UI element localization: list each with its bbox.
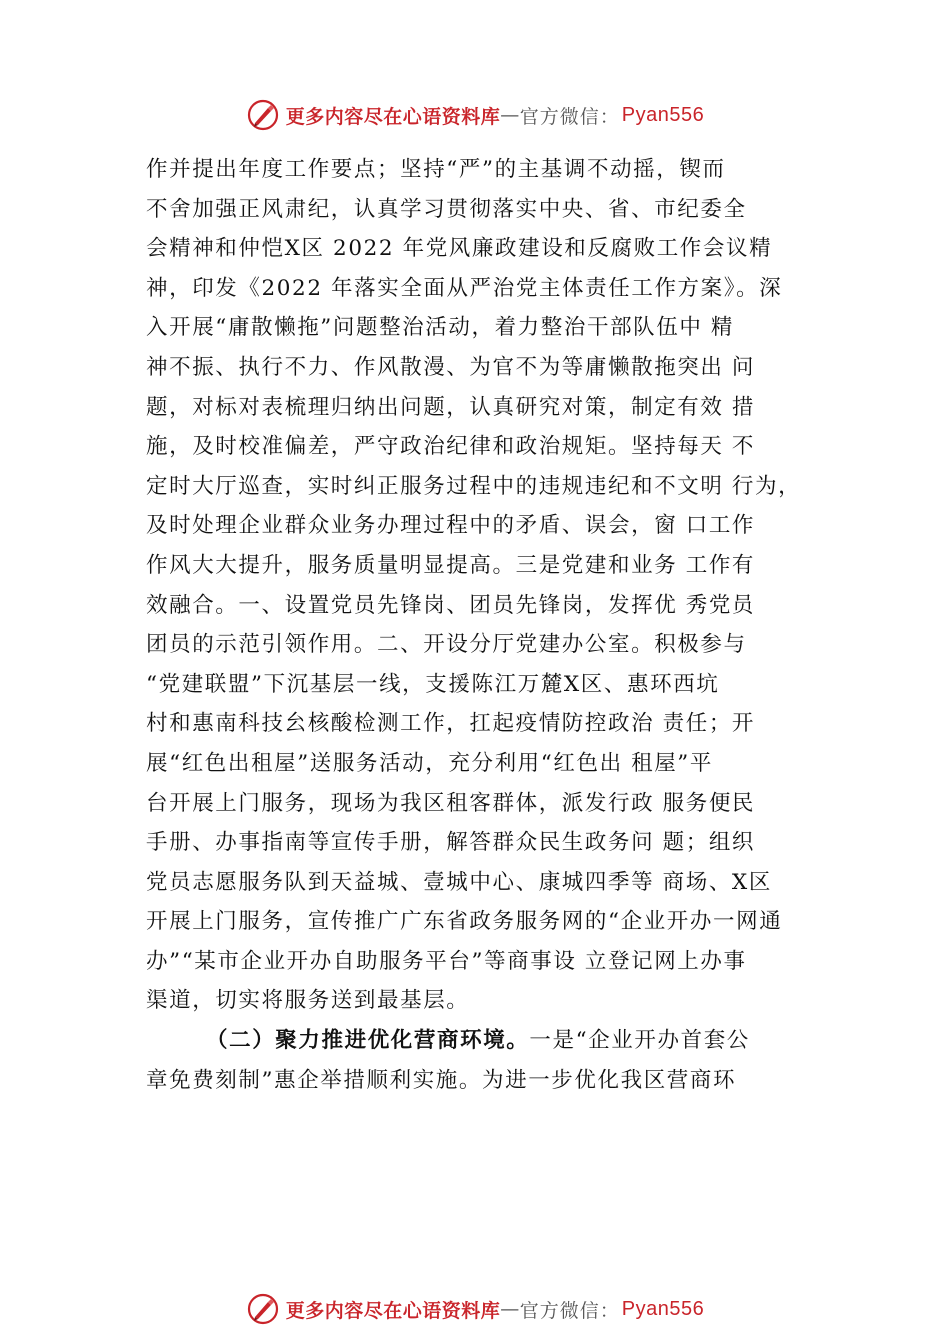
footer-banner: [0, 1289, 950, 1329]
banner-main-text: 更多内容尽在心语资料库: [285, 105, 501, 128]
body-line: 题，对标对表梳理归纳出问题，认真研究对策，制定有效 措: [146, 394, 756, 420]
banner-separator: —: [500, 104, 520, 126]
body-line: 党员志愿服务队到天益城、壹城中心、康城四季等 商场、X区: [146, 869, 772, 895]
body-line: 效融合。一、设置党员先锋岗、团员先锋岗，发挥优 秀党员: [146, 592, 756, 618]
banner-wechat-id: Pyan556: [621, 103, 705, 126]
body-line: 村和惠南科技㕕核酸检测工作，扛起疫情防控政治 责任；开: [146, 711, 756, 737]
body-line: 会精神和仲恺X区 2022 年党风廉政建设和反腐败工作会议精: [146, 236, 773, 262]
body-line: 办”“某市企业开办自助服务平台”等商事设 立登记网上办事: [146, 948, 747, 974]
body-line: “党建联盟”下沉基层一线，支援陈江万麓X区、惠环西坑: [146, 671, 720, 697]
body-line: 团员的示范引领作用。二、开设分厅党建办公室。积极参与: [146, 632, 747, 658]
section-heading: （二）聚力推进优化营商环境。: [206, 1028, 530, 1054]
body-line: 台开展上门服务，现场为我区租客群体，派发行政 服务便民: [146, 790, 756, 816]
banner-wechat-label: 官方微信：: [519, 105, 620, 128]
pen-logo-icon: [246, 1292, 280, 1326]
banner-main-text: 更多内容尽在心语资料库: [285, 1299, 501, 1322]
header-banner: [0, 95, 950, 135]
body-line: 神不振、执行不力、作风散漫、为官不为等庸懒散拖突出 问: [146, 354, 756, 380]
body-line: 神，印发《2022 年落实全面从严治党主体责任工作方案》。深: [146, 275, 783, 301]
banner-wechat-label: 官方微信：: [519, 1299, 620, 1322]
body-line: 入开展“庸散懒拖”问题整治活动，着力整治干部队伍中 精: [146, 315, 735, 341]
body-line: 开展上门服务，宣传推广广东省政务服务网的“企业开办一网通: [146, 909, 783, 935]
body-line: 渠道，切实将服务送到最基层。: [146, 988, 470, 1014]
body-line: 定时大厅巡查，实时纠正服务过程中的违规违纪和不文明 行为，: [146, 473, 802, 499]
body-line: 施，及时校准偏差，严守政治纪律和政治规矩。坚持每天 不: [146, 434, 756, 460]
body-line: 展“红色出租屋”送服务活动，充分利用“红色出 租屋”平: [146, 750, 714, 776]
banner-separator: —: [500, 1298, 520, 1320]
body-line: 章免费刻制”惠企举措顺利实施。为进一步优化我区营商环: [146, 1067, 737, 1093]
section-heading-line: [146, 1021, 846, 1061]
body-line: 作风大大提升，服务质量明显提高。三是党建和业务 工作有: [146, 552, 756, 578]
pen-logo-icon: [246, 98, 280, 132]
section-heading-rest: 一是“企业开办首套公: [529, 1028, 750, 1054]
body-line: 手册、办事指南等宣传手册，解答群众民生政务问 题；组织: [146, 830, 756, 856]
banner-wechat-id: Pyan556: [621, 1297, 705, 1320]
document-body: [146, 150, 846, 1100]
body-line: 不舍加强正风肃纪，认真学习贯彻落实中央、省、市纪委全: [146, 196, 747, 222]
body-line: 及时处理企业群众业务办理过程中的矛盾、误会，窗 口工作: [146, 513, 756, 539]
body-line: 作并提出年度工作要点；坚持“严”的主基调不动摇，锲而: [146, 157, 726, 182]
